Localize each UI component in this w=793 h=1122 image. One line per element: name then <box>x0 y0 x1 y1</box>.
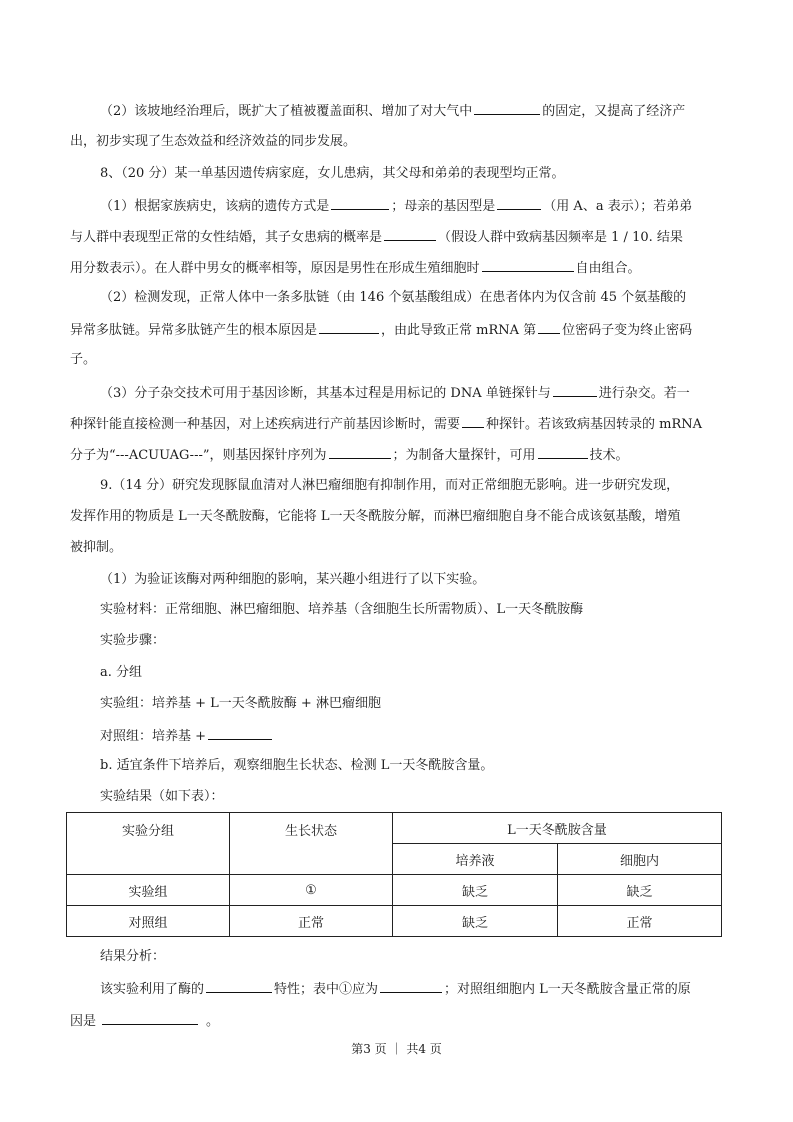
table-cell: 缺乏 <box>393 906 558 937</box>
text-line: 结果分析： <box>100 949 166 964</box>
table-row <box>67 906 722 937</box>
text-line: 子。 <box>70 352 97 367</box>
answer-blank[interactable] <box>538 445 588 459</box>
answer-blank[interactable] <box>329 445 391 459</box>
text-line: （1）为验证该酶对两种细胞的影响，某兴趣小组进行了以下实验。 <box>100 572 486 587</box>
answer-blank[interactable] <box>384 227 436 241</box>
text-line: 对照组：培养基 + <box>100 726 274 746</box>
text-line: （2）检测发现，正常人体中一条多肽链（由 146 个氨基酸组成）在患者体内为仅含前 45 个氨基酸的 <box>100 290 687 305</box>
table-cell: 缺乏 <box>558 875 722 906</box>
text-line: 被抑制。 <box>70 540 123 555</box>
table-header: 培养液 <box>393 844 558 875</box>
answer-blank[interactable] <box>319 320 379 334</box>
answer-blank[interactable] <box>462 414 484 428</box>
table-cell: 实验组 <box>67 875 230 906</box>
text-line: 异常多肽链。异常多肽链产生的根本原因是 ，由此导致正常 mRNA 第 位密码子变为终止密码 <box>70 320 692 340</box>
text-line: 实验步骤： <box>100 633 166 648</box>
answer-blank[interactable] <box>380 979 442 993</box>
text-line: 分子为“---ACUUAG---”，则基因探针序列为 ；为制备大量探针，可用 技术。 <box>70 445 629 465</box>
page-footer: 第3 页 ｜ 共4 页 <box>351 1042 442 1056</box>
answer-blank[interactable] <box>206 979 272 993</box>
text-line: 用分数表示）。在人群中男女的概率相等，原因是男性在形成生殖细胞时 自由组合。 <box>70 258 641 278</box>
table-header: L一天冬酰胺含量 <box>393 813 722 844</box>
text-line: b. 适宜条件下培养后，观察细胞生长状态、检测 L一天冬酰胺含量。 <box>100 758 494 773</box>
question-8-stem: 8、（20 分）某一单基因遗传病家庭，女儿患病，其父母和弟弟的表现型均正常。 <box>100 166 565 181</box>
text-line: 该实验利用了酶的 特性；表中①应为 ；对照组细胞内 L一天冬酰胺含量正常的原 <box>100 979 691 999</box>
table-cell: ① <box>230 875 393 906</box>
answer-blank[interactable] <box>497 196 541 210</box>
text-line: 实验结果（如下表）： <box>100 789 224 804</box>
table-cell: 对照组 <box>67 906 230 937</box>
answer-blank[interactable] <box>553 383 597 397</box>
table-cell: 正常 <box>558 906 722 937</box>
text-line: 出，初步实现了生态效益和经济效益的同步发展。 <box>70 134 357 149</box>
answer-blank[interactable] <box>208 726 272 740</box>
text-line: 种探针能直接检测一种基因，对上述疾病进行产前基因诊断时，需要 种探针。若该致病基因转录的 mRNA <box>70 414 702 434</box>
text-line: 与人群中表现型正常的女性结婚，其子女患病的概率是 （假设人群中致病基因频率是 1 / 10. 结果 <box>70 227 683 247</box>
answer-blank[interactable] <box>538 320 560 334</box>
table-row <box>67 875 722 906</box>
answer-blank[interactable] <box>482 258 574 272</box>
table-header: 生长状态 <box>230 813 393 875</box>
answer-blank[interactable] <box>331 196 389 210</box>
text-line: （3）分子杂交技术可用于基因诊断，其基本过程是用标记的 DNA 单链探针与 进行杂交。若一 <box>100 383 690 403</box>
text-line: 因是 。 <box>70 1011 219 1031</box>
text-line: 实验材料：正常细胞、淋巴瘤细胞、培养基（含细胞生长所需物质）、L一天冬酰胺酶 <box>100 602 584 617</box>
text-line: 实验组：培养基 + L一天冬酰胺酶 + 淋巴瘤细胞 <box>100 696 381 711</box>
table-cell: 正常 <box>230 906 393 937</box>
table-cell: 缺乏 <box>393 875 558 906</box>
text-line: 发挥作用的物质是 L一天冬酰胺酶，它能将 L一天冬酰胺分解，而淋巴瘤细胞自身不能合成该氨基酸，增殖 <box>70 509 681 524</box>
question-9-stem: 9.（14 分）研究发现豚鼠血清对人淋巴瘤细胞有抑制作用，而对正常细胞无影响。进一步研究发现， <box>100 478 680 493</box>
results-table <box>66 812 722 937</box>
answer-blank[interactable] <box>474 101 540 115</box>
text-line: （1）根据家族病史，该病的遗传方式是 ；母亲的基因型是 （用 A、a 表示）；若弟弟 <box>100 196 692 216</box>
text-line: （2）该坡地经治理后，既扩大了植被覆盖面积、增加了对大气中 的固定，又提高了经济产 <box>100 101 685 121</box>
text-line: a. 分组 <box>100 665 143 680</box>
answer-blank[interactable] <box>102 1011 198 1025</box>
table-header: 实验分组 <box>67 813 230 875</box>
table-header: 细胞内 <box>558 844 722 875</box>
